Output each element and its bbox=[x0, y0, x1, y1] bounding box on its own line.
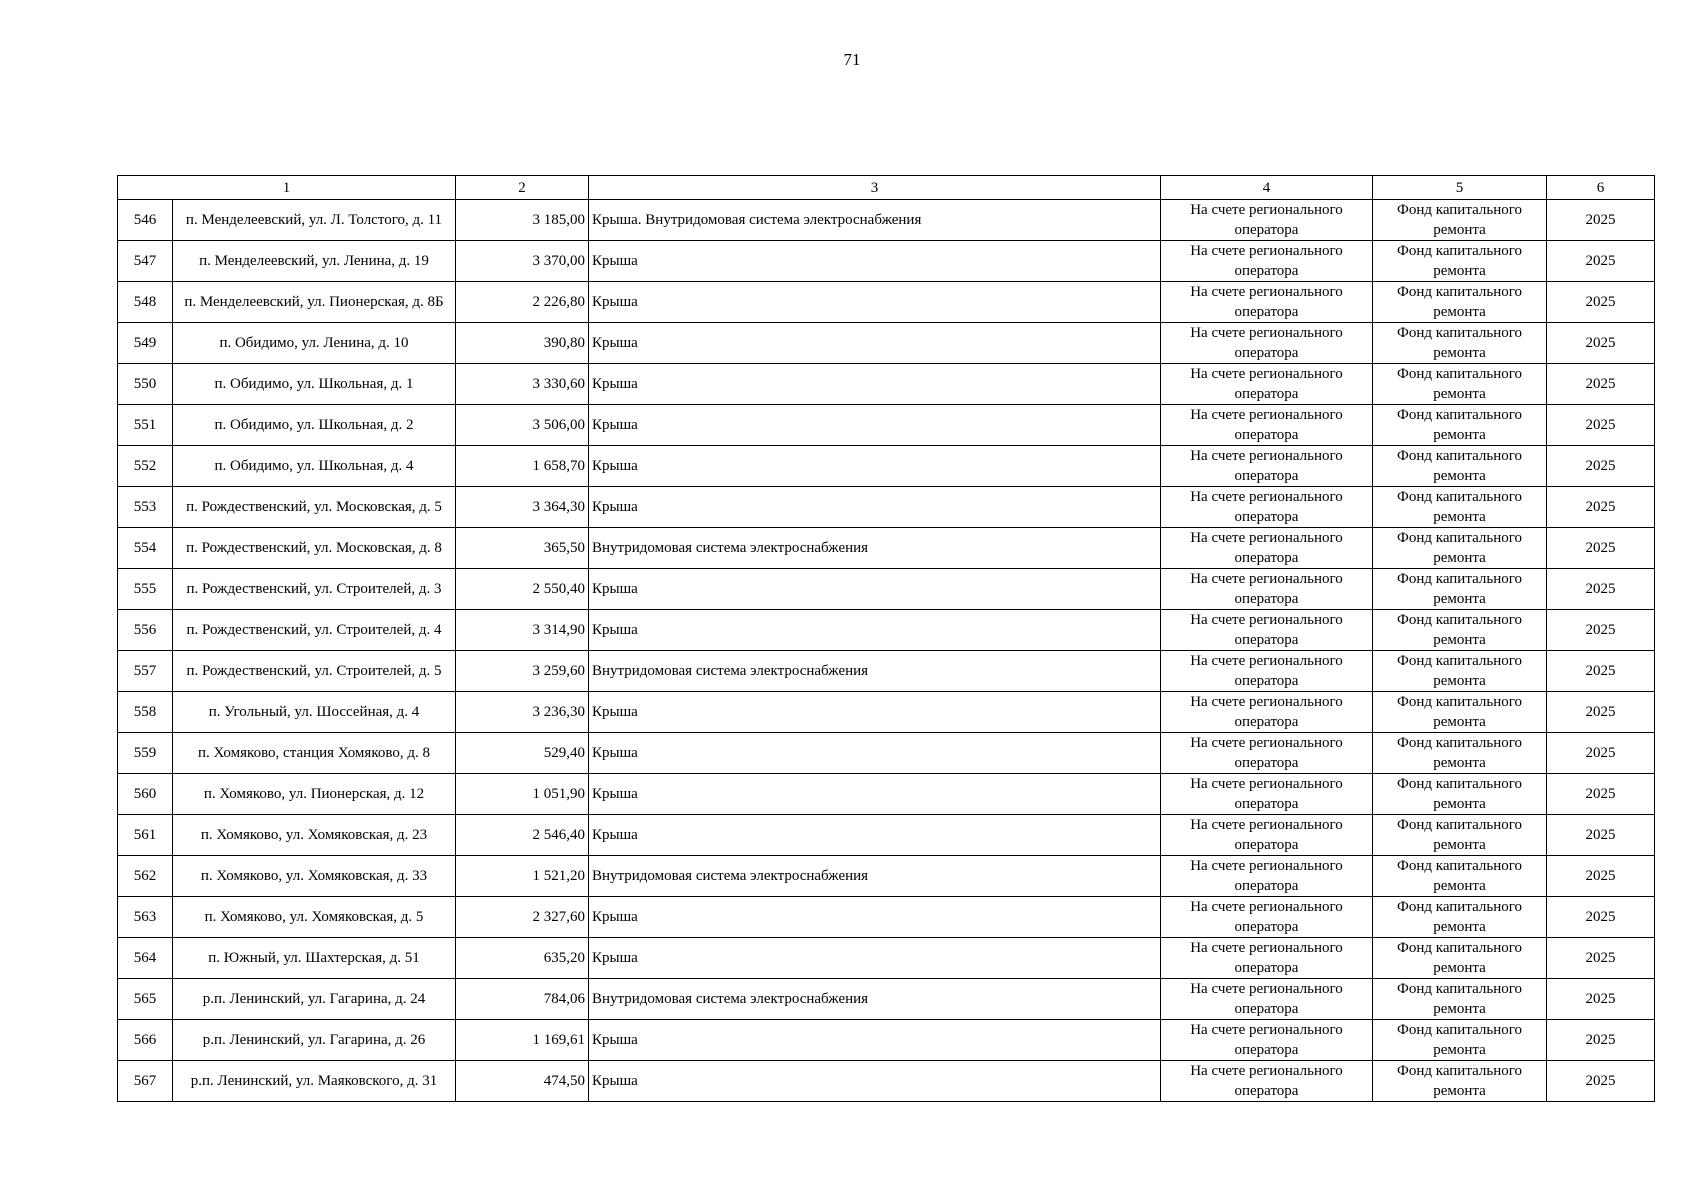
table-row bbox=[118, 569, 1655, 610]
work-type-cell: Крыша bbox=[589, 938, 1161, 979]
row-number-cell: 556 bbox=[118, 610, 173, 651]
account-owner-cell: Фонд капитального ремонта bbox=[1373, 528, 1547, 569]
area-cell: 474,50 bbox=[456, 1061, 589, 1102]
work-type-cell: Крыша bbox=[589, 815, 1161, 856]
work-type-cell: Крыша bbox=[589, 733, 1161, 774]
work-type-cell: Крыша bbox=[589, 282, 1161, 323]
year-cell: 2025 bbox=[1547, 856, 1655, 897]
account-owner-cell: Фонд капитального ремонта bbox=[1373, 897, 1547, 938]
table-body bbox=[118, 176, 1655, 1102]
work-type-cell: Крыша bbox=[589, 1020, 1161, 1061]
row-number-cell: 549 bbox=[118, 323, 173, 364]
area-cell: 2 546,40 bbox=[456, 815, 589, 856]
work-type-cell: Крыша bbox=[589, 569, 1161, 610]
address-cell: р.п. Ленинский, ул. Гагарина, д. 24 bbox=[173, 979, 456, 1020]
account-cell: На счете регионального оператора bbox=[1161, 692, 1373, 733]
address-cell: п. Рождественский, ул. Строителей, д. 5 bbox=[173, 651, 456, 692]
year-cell: 2025 bbox=[1547, 610, 1655, 651]
work-type-cell: Внутридомовая система электроснабжения bbox=[589, 856, 1161, 897]
address-cell: п. Менделеевский, ул. Пионерская, д. 8Б bbox=[173, 282, 456, 323]
row-number-cell: 548 bbox=[118, 282, 173, 323]
year-cell: 2025 bbox=[1547, 692, 1655, 733]
table-row bbox=[118, 241, 1655, 282]
area-cell: 3 236,30 bbox=[456, 692, 589, 733]
row-number-cell: 555 bbox=[118, 569, 173, 610]
row-number-cell: 553 bbox=[118, 487, 173, 528]
account-cell: На счете регионального оператора bbox=[1161, 487, 1373, 528]
work-type-cell: Крыша bbox=[589, 610, 1161, 651]
column-header-5: 5 bbox=[1373, 176, 1547, 200]
account-cell: На счете регионального оператора bbox=[1161, 405, 1373, 446]
account-cell: На счете регионального оператора bbox=[1161, 979, 1373, 1020]
row-number-cell: 558 bbox=[118, 692, 173, 733]
table-row bbox=[118, 897, 1655, 938]
row-number-cell: 557 bbox=[118, 651, 173, 692]
area-cell: 3 314,90 bbox=[456, 610, 589, 651]
account-cell: На счете регионального оператора bbox=[1161, 610, 1373, 651]
work-type-cell: Внутридомовая система электроснабжения bbox=[589, 651, 1161, 692]
work-type-cell: Крыша bbox=[589, 1061, 1161, 1102]
area-cell: 784,06 bbox=[456, 979, 589, 1020]
account-owner-cell: Фонд капитального ремонта bbox=[1373, 856, 1547, 897]
account-owner-cell: Фонд капитального ремонта bbox=[1373, 323, 1547, 364]
table-row bbox=[118, 528, 1655, 569]
work-type-cell: Крыша bbox=[589, 897, 1161, 938]
table-row bbox=[118, 815, 1655, 856]
account-cell: На счете регионального оператора bbox=[1161, 897, 1373, 938]
year-cell: 2025 bbox=[1547, 528, 1655, 569]
repair-register-table bbox=[117, 175, 1655, 1102]
address-cell: п. Обидимо, ул. Ленина, д. 10 bbox=[173, 323, 456, 364]
area-cell: 365,50 bbox=[456, 528, 589, 569]
table-row bbox=[118, 1020, 1655, 1061]
account-cell: На счете регионального оператора bbox=[1161, 241, 1373, 282]
account-owner-cell: Фонд капитального ремонта bbox=[1373, 651, 1547, 692]
address-cell: п. Обидимо, ул. Школьная, д. 1 bbox=[173, 364, 456, 405]
table-row bbox=[118, 1061, 1655, 1102]
account-cell: На счете регионального оператора bbox=[1161, 651, 1373, 692]
account-cell: На счете регионального оператора bbox=[1161, 733, 1373, 774]
table-row bbox=[118, 938, 1655, 979]
address-cell: п. Обидимо, ул. Школьная, д. 4 bbox=[173, 446, 456, 487]
address-cell: п. Рождественский, ул. Строителей, д. 4 bbox=[173, 610, 456, 651]
account-owner-cell: Фонд капитального ремонта bbox=[1373, 692, 1547, 733]
work-type-cell: Крыша bbox=[589, 487, 1161, 528]
account-owner-cell: Фонд капитального ремонта bbox=[1373, 1020, 1547, 1061]
table-row bbox=[118, 446, 1655, 487]
row-number-cell: 562 bbox=[118, 856, 173, 897]
account-owner-cell: Фонд капитального ремонта bbox=[1373, 938, 1547, 979]
account-cell: На счете регионального оператора bbox=[1161, 282, 1373, 323]
table-row bbox=[118, 774, 1655, 815]
area-cell: 2 226,80 bbox=[456, 282, 589, 323]
table-row bbox=[118, 282, 1655, 323]
row-number-cell: 552 bbox=[118, 446, 173, 487]
account-cell: На счете регионального оператора bbox=[1161, 815, 1373, 856]
year-cell: 2025 bbox=[1547, 405, 1655, 446]
row-number-cell: 566 bbox=[118, 1020, 173, 1061]
account-cell: На счете регионального оператора bbox=[1161, 1020, 1373, 1061]
area-cell: 3 330,60 bbox=[456, 364, 589, 405]
row-number-cell: 551 bbox=[118, 405, 173, 446]
area-cell: 2 327,60 bbox=[456, 897, 589, 938]
account-owner-cell: Фонд капитального ремонта bbox=[1373, 569, 1547, 610]
account-cell: На счете регионального оператора bbox=[1161, 1061, 1373, 1102]
column-header-4: 4 bbox=[1161, 176, 1373, 200]
table-row bbox=[118, 405, 1655, 446]
work-type-cell: Крыша bbox=[589, 323, 1161, 364]
table-row bbox=[118, 692, 1655, 733]
table-row bbox=[118, 856, 1655, 897]
address-cell: п. Менделеевский, ул. Ленина, д. 19 bbox=[173, 241, 456, 282]
row-number-cell: 547 bbox=[118, 241, 173, 282]
year-cell: 2025 bbox=[1547, 733, 1655, 774]
year-cell: 2025 bbox=[1547, 487, 1655, 528]
row-number-cell: 559 bbox=[118, 733, 173, 774]
area-cell: 390,80 bbox=[456, 323, 589, 364]
address-cell: п. Хомяково, ул. Хомяковская, д. 23 bbox=[173, 815, 456, 856]
column-header-6: 6 bbox=[1547, 176, 1655, 200]
account-owner-cell: Фонд капитального ремонта bbox=[1373, 733, 1547, 774]
column-header-1: 1 bbox=[118, 176, 456, 200]
table-row bbox=[118, 979, 1655, 1020]
address-cell: п. Обидимо, ул. Школьная, д. 2 bbox=[173, 405, 456, 446]
area-cell: 3 259,60 bbox=[456, 651, 589, 692]
area-cell: 1 051,90 bbox=[456, 774, 589, 815]
year-cell: 2025 bbox=[1547, 364, 1655, 405]
account-owner-cell: Фонд капитального ремонта bbox=[1373, 364, 1547, 405]
table-row bbox=[118, 200, 1655, 241]
table-row bbox=[118, 323, 1655, 364]
row-number-cell: 565 bbox=[118, 979, 173, 1020]
row-number-cell: 560 bbox=[118, 774, 173, 815]
year-cell: 2025 bbox=[1547, 569, 1655, 610]
area-cell: 3 185,00 bbox=[456, 200, 589, 241]
address-cell: п. Угольный, ул. Шоссейная, д. 4 bbox=[173, 692, 456, 733]
address-cell: п. Рождественский, ул. Московская, д. 8 bbox=[173, 528, 456, 569]
year-cell: 2025 bbox=[1547, 815, 1655, 856]
address-cell: п. Рождественский, ул. Московская, д. 5 bbox=[173, 487, 456, 528]
work-type-cell: Крыша bbox=[589, 692, 1161, 733]
account-owner-cell: Фонд капитального ремонта bbox=[1373, 405, 1547, 446]
account-cell: На счете регионального оператора bbox=[1161, 856, 1373, 897]
row-number-cell: 561 bbox=[118, 815, 173, 856]
table-row bbox=[118, 364, 1655, 405]
account-cell: На счете регионального оператора bbox=[1161, 938, 1373, 979]
area-cell: 3 506,00 bbox=[456, 405, 589, 446]
column-number-header-row bbox=[118, 176, 1655, 200]
area-cell: 1 169,61 bbox=[456, 1020, 589, 1061]
account-cell: На счете регионального оператора bbox=[1161, 446, 1373, 487]
account-owner-cell: Фонд капитального ремонта bbox=[1373, 610, 1547, 651]
work-type-cell: Крыша bbox=[589, 774, 1161, 815]
address-cell: п. Хомяково, ул. Пионерская, д. 12 bbox=[173, 774, 456, 815]
work-type-cell: Внутридомовая система электроснабжения bbox=[589, 528, 1161, 569]
account-cell: На счете регионального оператора bbox=[1161, 323, 1373, 364]
table-row bbox=[118, 651, 1655, 692]
area-cell: 529,40 bbox=[456, 733, 589, 774]
address-cell: п. Менделеевский, ул. Л. Толстого, д. 11 bbox=[173, 200, 456, 241]
area-cell: 2 550,40 bbox=[456, 569, 589, 610]
year-cell: 2025 bbox=[1547, 200, 1655, 241]
year-cell: 2025 bbox=[1547, 282, 1655, 323]
year-cell: 2025 bbox=[1547, 897, 1655, 938]
area-cell: 3 364,30 bbox=[456, 487, 589, 528]
account-owner-cell: Фонд капитального ремонта bbox=[1373, 200, 1547, 241]
area-cell: 635,20 bbox=[456, 938, 589, 979]
account-owner-cell: Фонд капитального ремонта bbox=[1373, 487, 1547, 528]
row-number-cell: 563 bbox=[118, 897, 173, 938]
work-type-cell: Крыша. Внутридомовая система электроснабжения bbox=[589, 200, 1161, 241]
page-number: 71 bbox=[843, 50, 861, 69]
year-cell: 2025 bbox=[1547, 774, 1655, 815]
row-number-cell: 546 bbox=[118, 200, 173, 241]
address-cell: п. Южный, ул. Шахтерская, д. 51 bbox=[173, 938, 456, 979]
account-owner-cell: Фонд капитального ремонта bbox=[1373, 446, 1547, 487]
work-type-cell: Крыша bbox=[589, 446, 1161, 487]
year-cell: 2025 bbox=[1547, 446, 1655, 487]
address-cell: п. Хомяково, ул. Хомяковская, д. 33 bbox=[173, 856, 456, 897]
year-cell: 2025 bbox=[1547, 1020, 1655, 1061]
row-number-cell: 567 bbox=[118, 1061, 173, 1102]
address-cell: р.п. Ленинский, ул. Гагарина, д. 26 bbox=[173, 1020, 456, 1061]
work-type-cell: Внутридомовая система электроснабжения bbox=[589, 979, 1161, 1020]
address-cell: п. Рождественский, ул. Строителей, д. 3 bbox=[173, 569, 456, 610]
account-cell: На счете регионального оператора bbox=[1161, 774, 1373, 815]
account-cell: На счете регионального оператора bbox=[1161, 200, 1373, 241]
row-number-cell: 550 bbox=[118, 364, 173, 405]
area-cell: 1 658,70 bbox=[456, 446, 589, 487]
year-cell: 2025 bbox=[1547, 241, 1655, 282]
work-type-cell: Крыша bbox=[589, 364, 1161, 405]
account-owner-cell: Фонд капитального ремонта bbox=[1373, 241, 1547, 282]
address-cell: п. Хомяково, ул. Хомяковская, д. 5 bbox=[173, 897, 456, 938]
area-cell: 3 370,00 bbox=[456, 241, 589, 282]
column-header-3: 3 bbox=[589, 176, 1161, 200]
address-cell: р.п. Ленинский, ул. Маяковского, д. 31 bbox=[173, 1061, 456, 1102]
year-cell: 2025 bbox=[1547, 323, 1655, 364]
table-row bbox=[118, 610, 1655, 651]
row-number-cell: 554 bbox=[118, 528, 173, 569]
account-owner-cell: Фонд капитального ремонта bbox=[1373, 1061, 1547, 1102]
account-owner-cell: Фонд капитального ремонта bbox=[1373, 282, 1547, 323]
work-type-cell: Крыша bbox=[589, 241, 1161, 282]
table-row bbox=[118, 733, 1655, 774]
account-cell: На счете регионального оператора bbox=[1161, 528, 1373, 569]
account-cell: На счете регионального оператора bbox=[1161, 569, 1373, 610]
account-owner-cell: Фонд капитального ремонта bbox=[1373, 979, 1547, 1020]
table-row bbox=[118, 487, 1655, 528]
year-cell: 2025 bbox=[1547, 938, 1655, 979]
address-cell: п. Хомяково, станция Хомяково, д. 8 bbox=[173, 733, 456, 774]
account-owner-cell: Фонд капитального ремонта bbox=[1373, 774, 1547, 815]
area-cell: 1 521,20 bbox=[456, 856, 589, 897]
year-cell: 2025 bbox=[1547, 651, 1655, 692]
work-type-cell: Крыша bbox=[589, 405, 1161, 446]
column-header-2: 2 bbox=[456, 176, 589, 200]
account-owner-cell: Фонд капитального ремонта bbox=[1373, 815, 1547, 856]
year-cell: 2025 bbox=[1547, 1061, 1655, 1102]
year-cell: 2025 bbox=[1547, 979, 1655, 1020]
row-number-cell: 564 bbox=[118, 938, 173, 979]
account-cell: На счете регионального оператора bbox=[1161, 364, 1373, 405]
